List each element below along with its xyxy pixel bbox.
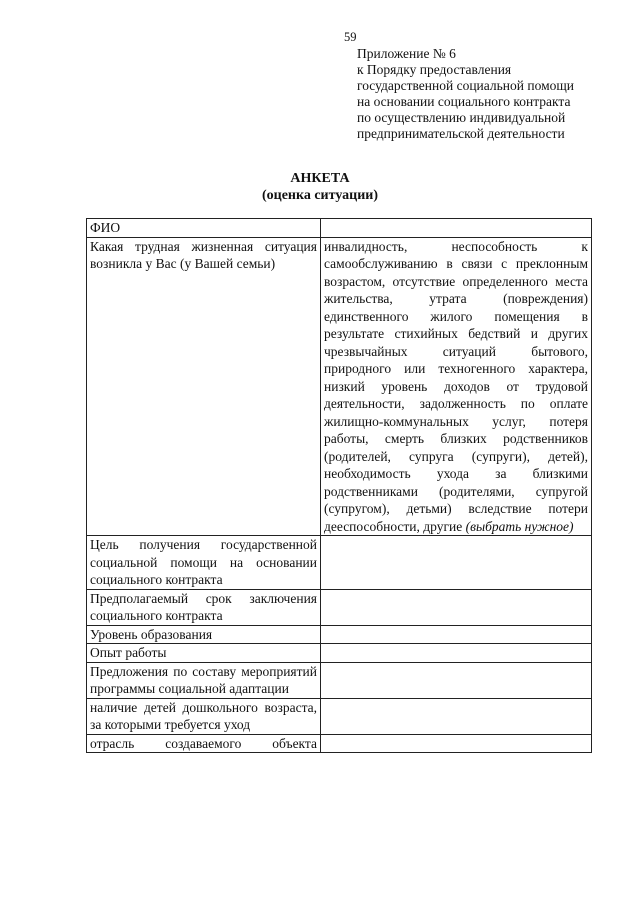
field-value[interactable] — [321, 644, 592, 663]
field-label-text: ФИО — [90, 220, 121, 235]
table-row — [87, 662, 592, 698]
table-row — [87, 625, 592, 644]
field-label — [87, 662, 321, 698]
table-row — [87, 734, 592, 753]
appendix-line: по осуществлению индивидуальной — [357, 110, 566, 125]
appendix-header — [357, 46, 632, 142]
field-label-text: Какая трудная жизненная ситуация возникла у Вас (у Вашей семьи) — [90, 238, 317, 271]
field-label-text: Цель получения государственной социальной помощи на основании социального контракта — [90, 537, 317, 587]
table-row — [87, 219, 592, 238]
appendix-line: к Порядку предоставления — [357, 62, 512, 77]
field-label-text: отрасль создаваемого объекта — [90, 735, 317, 751]
situation-options — [324, 238, 588, 536]
field-value[interactable] — [321, 237, 592, 536]
document-title: АНКЕТА — [290, 171, 350, 186]
field-value[interactable] — [321, 219, 592, 238]
field-label-text: Уровень образования — [90, 626, 213, 642]
appendix-line: Приложение № 6 — [357, 46, 456, 61]
field-value[interactable] — [321, 625, 592, 644]
table-row — [87, 536, 592, 590]
situation-options-note: (выбрать нужное) — [465, 518, 574, 534]
field-label — [87, 734, 321, 753]
table-row — [87, 589, 592, 625]
field-value[interactable] — [321, 698, 592, 734]
table-row — [87, 698, 592, 734]
field-label — [87, 589, 321, 625]
field-value[interactable] — [321, 589, 592, 625]
field-label-text: наличие детей дошкольного возраста, за которыми требуется уход — [90, 699, 317, 732]
table-row — [87, 644, 592, 663]
document-subtitle: (оценка ситуации) — [261, 188, 378, 203]
field-label-text: Предполагаемый срок заключения социального контракта — [90, 590, 317, 623]
field-label-text: Опыт работы — [90, 645, 167, 660]
field-label — [87, 625, 321, 644]
appendix-line: государственной социальной помощи — [357, 78, 574, 93]
questionnaire-table — [86, 218, 592, 753]
appendix-line: предпринимательской деятельности — [357, 126, 565, 141]
field-label — [87, 237, 321, 536]
field-label — [87, 698, 321, 734]
field-value[interactable] — [321, 734, 592, 753]
situation-options-text: инвалидность, неспособность к самообслуживанию в связи с преклонным возрастом, отсутствие определенного места жительства, утрата (повреждения) единственного жилого помещения в результате стихийных бедствий и других чрезвычайных ситуаций бытового, природного или техногенного характера, низкий уровень доходов от трудовой деятельности, задолженность по оплате жилищно-коммунальных услуг, потеря работы, смерть близких родственников (родителей, супруга (супруги), детей), необходимость ухода за близкими родственниками (родителями, супругой (супругом), детьми) вследствие потери дееспособности, другие — [324, 238, 588, 534]
page-number: 59 — [344, 30, 357, 44]
appendix-line: на основании социального контракта — [357, 94, 571, 109]
field-label — [87, 219, 321, 238]
field-label-text: Предложения по составу мероприятий программы социальной адаптации — [90, 663, 317, 696]
field-label — [87, 644, 321, 663]
field-label — [87, 536, 321, 590]
field-value[interactable] — [321, 536, 592, 590]
table-row — [87, 237, 592, 536]
field-value[interactable] — [321, 662, 592, 698]
